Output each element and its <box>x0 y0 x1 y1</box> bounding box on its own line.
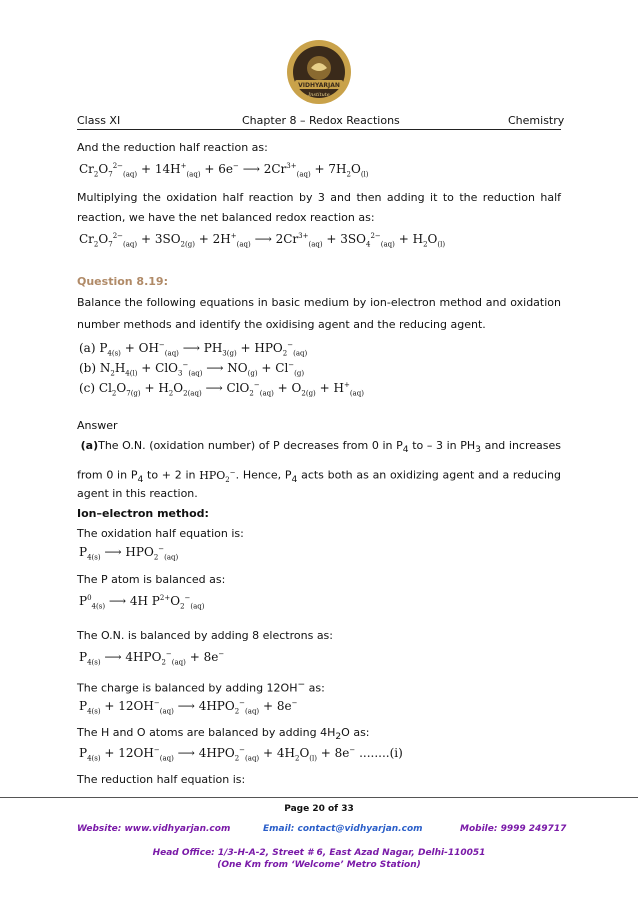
header-rule <box>77 129 561 130</box>
step-charge-balance: The charge is balanced by adding 12OH− as: <box>77 679 325 695</box>
part-a-label: (a) <box>80 439 99 452</box>
step-on-balance: The O.N. is balanced by adding 8 electrons as: <box>77 629 333 642</box>
answer-a-text-2a: from 0 in P <box>77 468 138 482</box>
header-chapter: Chapter 8 – Redox Reactions <box>242 114 400 127</box>
step-ho-text-b: O as: <box>341 726 370 739</box>
footer-office-note: (One Km from ‘Welcome’ Metro Station) <box>217 860 421 870</box>
reduction-intro: And the reduction half reaction as: <box>77 141 268 154</box>
answer-a-line-1: (a)The O.N. (oxidation number) of P decreases from 0 in $P_4$ to – 3 in $PH_3$ and increases <box>80 439 561 456</box>
answer-a-text-2d: acts both as an oxidizing agent and a reducing <box>297 468 561 482</box>
multiply-text-1: Multiplying the oxidation half reaction by 3 and then adding it to the reduction half <box>77 191 561 204</box>
method-heading: Ion–electron method: <box>77 507 209 520</box>
answer-a-text-2b: to + 2 in <box>143 468 200 482</box>
answer-a-text-1: The O.N. (oxidation number) of P decreases from 0 in P <box>98 439 403 452</box>
page-number: Page 20 of 33 <box>284 804 354 814</box>
answer-a-line-2: from 0 in $P_4$ to + 2 in $HPO_2^-$. Hence, $P_4$ acts both as an oxidizing agent and a reducing <box>77 468 561 485</box>
header-class: Class XI <box>77 114 121 127</box>
question-heading: Question 8.19: <box>77 275 168 288</box>
eq-p-balance: $P^0_{4(s)}$ ⟶ 4H $P^{2+}O_2^-_{(aq)}$ <box>79 594 205 611</box>
net-redox-equation: $Cr_2O_7^{2-}_{(aq)} + 3SO_{2(g)} + 2H^+_{(aq)}$ ⟶ $2Cr^{3+}_{(aq)} + 3SO_4^{2-}_{(aq)} + H_2O_{(l)}$ <box>79 232 446 249</box>
answer-a-text-1c: and increases <box>480 439 561 452</box>
question-text-2: number methods and identify the oxidising agent and the reducing agent. <box>77 318 486 331</box>
step-ho-text: The H and O atoms are balanced by adding 4H <box>77 726 336 739</box>
footer-rule <box>0 797 638 798</box>
eq-ho-balance: $P_{4(s)} + 12OH^-_{(aq)}$ ⟶ $4HPO_2^-_{(aq)} + 4H_2O_{(l)} + 8e^-$ ........(i) <box>79 746 403 763</box>
svg-text:Institute: Institute <box>308 92 330 98</box>
footer-office: Head Office: 1/3-H-A-2, Street # 6, East Azad Nagar, Delhi-110051 <box>152 848 486 858</box>
footer-mobile: Mobile: 9999 249717 <box>460 824 567 834</box>
institute-logo <box>285 38 353 106</box>
answer-label: Answer <box>77 419 118 432</box>
step-charge-text: The charge is balanced by adding 12OH <box>77 681 298 695</box>
header-subject: Chemistry <box>508 114 565 127</box>
answer-a-line-3: agent in this reaction. <box>77 487 198 500</box>
eq-on-balance: $P_{4(s)}$ ⟶ $4HPO_2^-_{(aq)} + 8e^-$ <box>79 650 225 667</box>
multiply-text-2: reaction, we have the net balanced redox reaction as: <box>77 211 375 224</box>
reduction-half-equation: $Cr_2O_7^{2-}_{(aq)} + 14H^+_{(aq)} + 6e^-$ ⟶ $2Cr^{3+}_{(aq)} + 7H_2O_{(l)}$ <box>79 162 369 179</box>
answer-a-text-1b: to – 3 in PH <box>408 439 476 452</box>
eq-oxidation-half: $P_{4(s)}$ ⟶ $HPO_2^-_{(aq)}$ <box>79 545 179 562</box>
question-eq-a: (a) $P_{4(s)} + OH^-_{(aq)}$ ⟶ $PH_{3(g)} + HPO_2^-_{(aq)}$ <box>79 341 308 358</box>
step-ho-balance: The H and O atoms are balanced by adding $4H_2O$ as: <box>77 726 370 743</box>
footer-email[interactable]: Email: contact@vidhyarjan.com <box>263 824 423 834</box>
step-charge-text-b: as: <box>305 681 325 695</box>
footer-website[interactable]: Website: www.vidhyarjan.com <box>77 824 231 834</box>
question-text-1: Balance the following equations in basic medium by ion-electron method and oxidation <box>77 296 561 309</box>
step-reduction-half: The reduction half equation is: <box>77 773 246 786</box>
eq-charge-balance: $P_{4(s)} + 12OH^-_{(aq)}$ ⟶ $4HPO_2^-_{(aq)} + 8e^-$ <box>79 699 298 716</box>
question-eq-b: (b) $N_2H_{4(l)} + ClO_3^-_{(aq)}$ ⟶ $NO_{(g)} + Cl^-_{(g)}$ <box>79 361 305 378</box>
step-oxidation-half: The oxidation half equation is: <box>77 527 244 540</box>
question-eq-c: (c) $Cl_2O_{7(g)} + H_2O_{2(aq)}$ ⟶ $ClO_2^-_{(aq)} + O_{2(g)} + H^+_{(aq)}$ <box>79 381 364 398</box>
step-p-balance: The P atom is balanced as: <box>77 573 226 586</box>
svg-text:VIDHYARJAN: VIDHYARJAN <box>298 82 340 89</box>
answer-a-text-2c: . Hence, P <box>235 468 292 482</box>
